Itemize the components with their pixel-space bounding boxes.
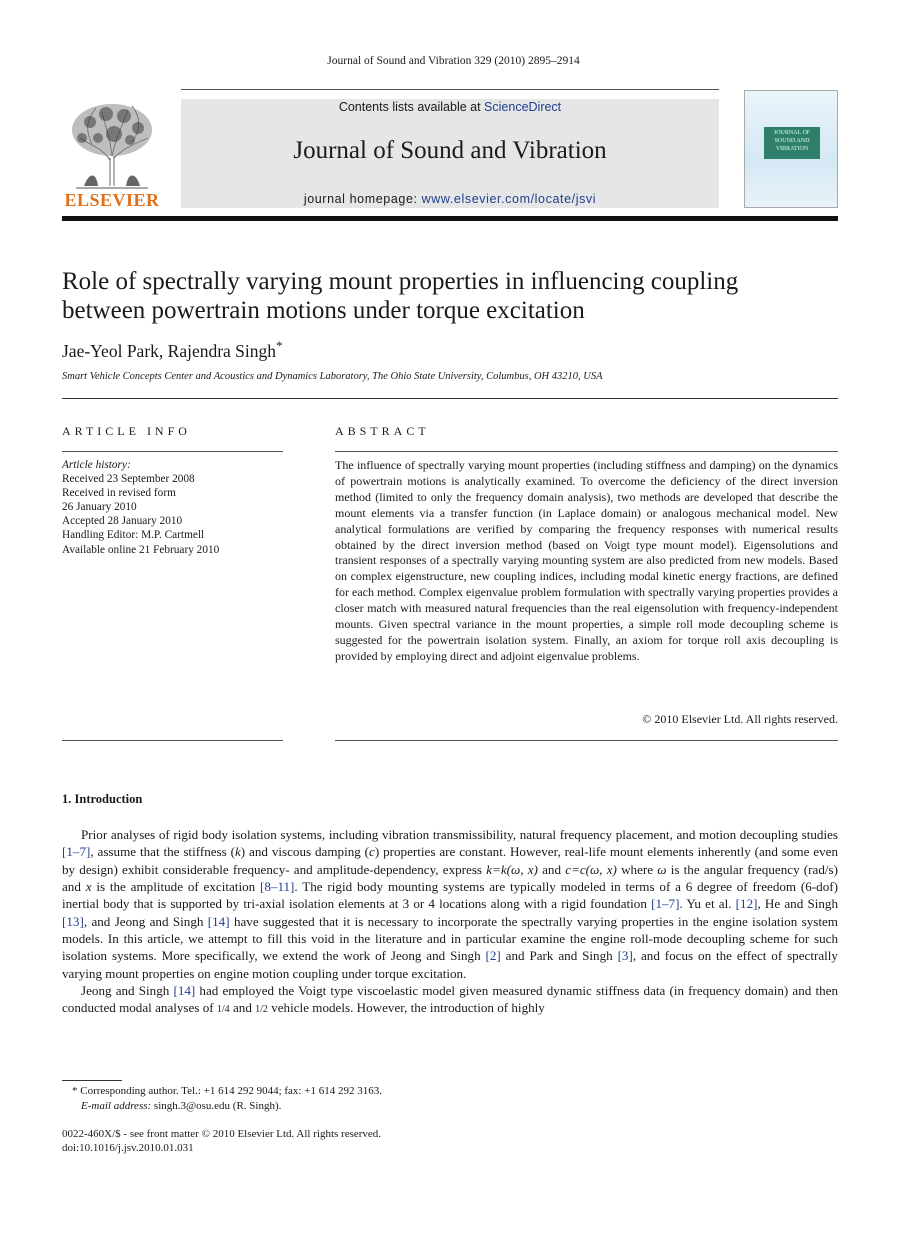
text-run: vehicle models. However, the introduction of highly xyxy=(267,1000,545,1016)
text-run: . The rigid body mounting systems are typically modeled in terms of a 6 degree of freedom (6-dof) inertial body that is supported by tri-axial isolation elements at 3 or 4 locations along with a rigid foundation xyxy=(62,879,838,912)
history-item: Handling Editor: M.P. Cartmell xyxy=(62,529,205,542)
affiliation-rule xyxy=(62,398,838,399)
text-run: , He and Singh xyxy=(757,896,839,912)
author-names: Jae-Yeol Park, Rajendra Singh xyxy=(62,340,277,361)
journal-name: Journal of Sound and Vibration xyxy=(293,137,607,164)
intro-paragraph-1 xyxy=(62,826,838,982)
text-run: . Yu et al. xyxy=(679,896,736,912)
front-matter-line: 0022-460X/$ - see front matter © 2010 Elsevier Ltd. All rights reserved. xyxy=(62,1128,382,1140)
cover-title-box: JOURNAL OF SOUND AND VIBRATION xyxy=(764,127,820,159)
citation-link[interactable]: [8–11] xyxy=(259,879,295,895)
citation-link[interactable]: [2] xyxy=(485,948,501,964)
history-item: Received 23 September 2008 xyxy=(62,473,195,486)
abstract-bottom-rule xyxy=(335,740,838,741)
history-item: Accepted 28 January 2010 xyxy=(62,515,183,528)
elsevier-wordmark: ELSEVIER xyxy=(64,190,160,210)
fraction: 1/2 xyxy=(255,1004,268,1016)
email-address[interactable]: singh.3@osu.edu (R. Singh). xyxy=(151,1100,282,1112)
introduction-heading: 1. Introduction xyxy=(62,792,143,806)
footnote-rule xyxy=(62,1080,122,1081)
citation-link[interactable]: [12] xyxy=(735,896,758,912)
article-info-top-rule xyxy=(62,451,283,452)
text-run: is the amplitude of excitation xyxy=(91,879,260,895)
text-run: Prior analyses of rigid body isolation systems, including vibration transmissibility, natural frequency placement, and motion decoupling studies xyxy=(81,827,838,842)
math-symbol: x xyxy=(85,879,92,895)
citation-link[interactable]: [14] xyxy=(207,913,230,929)
corresponding-author-mark[interactable]: * xyxy=(276,338,283,353)
citation-link[interactable]: [1–7] xyxy=(62,844,91,860)
text-run: , and focus on the effect of spectrally varying mount properties on engine motion coupling under torque excitation. xyxy=(62,948,838,981)
text-run: Jeong and Singh xyxy=(81,983,174,999)
citation-link[interactable]: [3] xyxy=(617,948,633,964)
article-history xyxy=(62,458,283,557)
math-expression: c=c(ω, x) xyxy=(565,861,617,877)
journal-reference: Journal of Sound and Vibration 329 (2010) 2895–2914 xyxy=(327,55,580,67)
email-footnote xyxy=(62,1099,382,1114)
text-run: , assume that the stiffness ( xyxy=(90,844,235,860)
doi[interactable]: doi:10.1016/j.jsv.2010.01.031 xyxy=(62,1142,194,1154)
abstract-text: The influence of spectrally varying mount properties (including stiffness and damping) on the dynamics of powertrain motions is analytically examined. To overcome the deficiency of the direct inversion method (limited to only the frequency domain analysis), two methods are developed that describe the mount elements via a transfer function (in Laplace domain) or analogous mechanical model. New analytical formulations are verified by comparing the frequency responses with numerical results obtained by the direct inversion method (based on Voigt type mount model). Eigensolutions and transient responses of a spectrally varying mounting system are also predicted from new models. Based on complex eigenstructure, new coupling indices, including modal kinetic energy fractions, are defined for each method. Complex eigenvalue problem formulation with spectrally varying properties provides a closer match with measured natural frequencies than the real eigensolution with frequency-independent mounts. Given spectral variance in the mount properties, a simple roll mode decoupling scheme is suggested for the powertrain isolation system. Finally, an axiom for torque roll axis decoupling is provided by employing direct and adjoint eigenvalue problems. xyxy=(335,458,838,663)
math-symbol: c xyxy=(369,844,375,860)
article-info-bottom-rule xyxy=(62,740,283,741)
abstract-top-rule xyxy=(335,451,838,452)
article-info-heading: ARTICLE INFO xyxy=(62,424,191,438)
intro-paragraph-2 xyxy=(62,982,838,1019)
fraction: 1/4 xyxy=(216,1004,230,1016)
text-run: is the angular frequency (rad/s) and xyxy=(62,861,838,895)
text-run: ) and viscous damping ( xyxy=(240,844,370,860)
homepage-prefix: journal homepage: xyxy=(303,192,422,206)
abstract-heading: ABSTRACT xyxy=(335,424,430,438)
citation-link[interactable]: [13] xyxy=(62,913,84,929)
text-run: and Park and Singh xyxy=(500,948,618,964)
sciencedirect-link[interactable]: ScienceDirect xyxy=(484,100,562,114)
article-title xyxy=(62,267,838,325)
citation-link[interactable]: [1–7] xyxy=(651,896,680,912)
text-run: and xyxy=(537,861,566,877)
header-top-rule xyxy=(181,89,719,90)
introduction-body xyxy=(62,826,838,1019)
math-expression: k=k(ω, x) xyxy=(486,861,538,877)
contents-prefix: Contents lists available at xyxy=(338,100,485,114)
affiliation: Smart Vehicle Concepts Center and Acoustics and Dynamics Laboratory, The Ohio State University, Columbus, OH 43210, USA xyxy=(62,371,603,382)
text-run: , and Jeong and Singh xyxy=(83,913,208,929)
math-symbol: ω xyxy=(657,861,667,877)
history-label: Article history: xyxy=(62,459,131,471)
corresponding-author-footnote: * Corresponding author. Tel.: +1 614 292 9044; fax: +1 614 292 3163. xyxy=(72,1085,382,1097)
contents-line xyxy=(181,100,719,114)
header-thick-rule xyxy=(62,216,838,221)
history-item: Received in revised form xyxy=(62,487,176,500)
journal-homepage-link[interactable]: www.elsevier.com/locate/jsvi xyxy=(421,192,597,206)
article-title-line-2: between powertrain motions under torque excitation xyxy=(62,297,585,324)
text-run: had employed the Voigt type viscoelastic model given measured dynamic stiffness data (in frequency domain) and then conducted modal analyses of xyxy=(62,983,839,1016)
text-run: and xyxy=(229,1000,256,1016)
text-run: where xyxy=(616,861,658,877)
math-symbol: k xyxy=(234,844,241,860)
homepage-line xyxy=(181,192,719,206)
history-item: Available online 21 February 2010 xyxy=(62,543,220,556)
citation-link[interactable]: [14] xyxy=(173,983,196,999)
text-run: have suggested that it is necessary to incorporate the spectrally varying properties in the engine isolation system models. In this article, we attempt to fill this void in the literature and in particular examine the engine roll-mode decoupling scheme for such isolation systems. More specifically, we extend the work of Jeong and Singh xyxy=(62,913,838,964)
text-run: ) properties are constant. However, real-life mount elements inherently (and some even by design) exhibit considerable frequency- and amplitude-dependency, express xyxy=(62,844,838,877)
authors xyxy=(62,338,283,362)
email-label: E-mail address: xyxy=(81,1100,152,1112)
abstract-copyright: © 2010 Elsevier Ltd. All rights reserved. xyxy=(642,712,838,726)
article-title-line-1: Role of spectrally varying mount properties in influencing coupling xyxy=(62,268,739,295)
front-matter xyxy=(62,1127,381,1155)
footnotes xyxy=(62,1084,382,1114)
history-item: 26 January 2010 xyxy=(62,501,137,514)
